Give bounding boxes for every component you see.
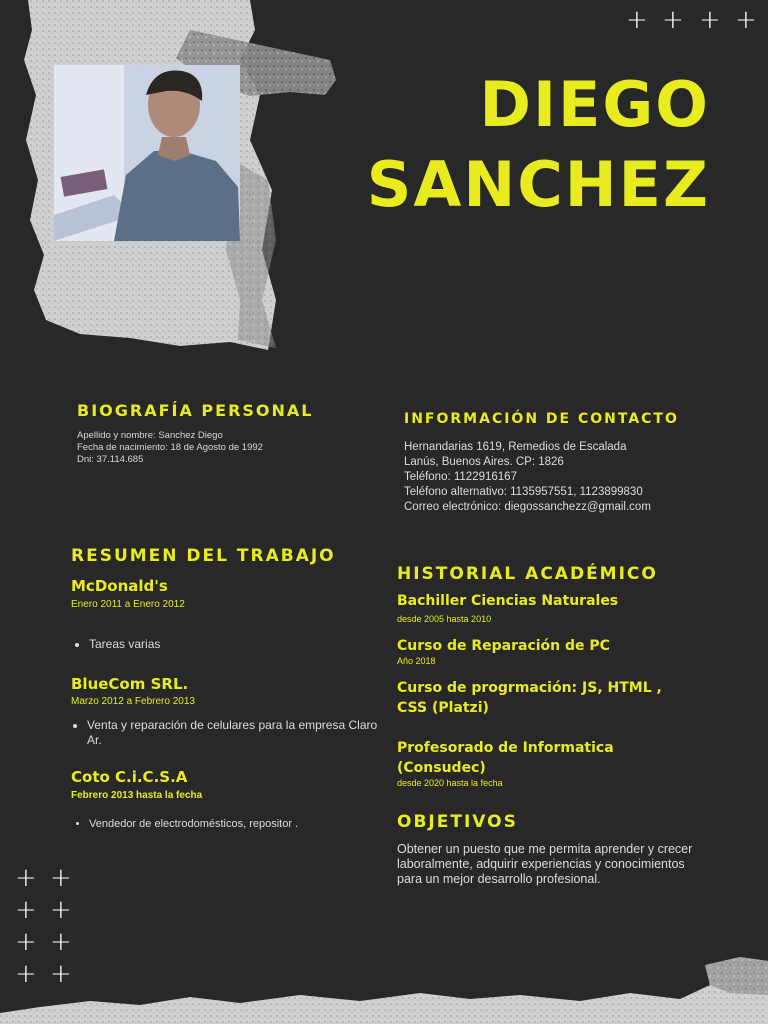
torn-paper-bottom-decoration	[0, 955, 768, 1024]
last-name: SANCHEZ	[366, 148, 710, 221]
academic-title: Curso de progrmación: JS, HTML , CSS (Platzi)	[397, 680, 662, 716]
academic-dates: Año 2018	[397, 656, 436, 666]
plus-icon: +	[50, 895, 72, 925]
biografia-dni-line: Dni: 37.114.685	[77, 454, 144, 465]
job-title: BlueCom SRL.	[71, 675, 189, 693]
academic-title: Profesorado de Informatica (Consudec)	[397, 740, 614, 776]
plus-icon: +	[699, 5, 721, 35]
plus-icon: +	[15, 927, 37, 957]
academic-title: Bachiller Ciencias Naturales	[397, 593, 619, 609]
biografia-birth-line: Fecha de nacimiento: 18 de Agosto de 1992	[77, 442, 263, 453]
job-tasks	[69, 718, 379, 748]
job-title: Coto C.i.C.S.A	[71, 768, 188, 786]
objetivos-text: Obtener un puesto que me permita aprender y crecer laboralmente, adquirir experiencias y conocimientos para un mejor desarrollo profesional.	[397, 842, 693, 886]
contacto-email-line: Correo electrónico: diegossanchezz@gmail.com	[404, 501, 651, 513]
biografia-title: BIOGRAFÍA PERSONAL	[77, 401, 314, 420]
job-title: McDonald's	[71, 577, 168, 595]
job-task-item: • Vendedor de electrodomésticos, repositor .	[89, 817, 381, 832]
academic-title: Curso de Reparación de PC	[397, 638, 610, 654]
trabajo-title: RESUMEN DEL TRABAJO	[71, 546, 336, 566]
profile-photo	[54, 65, 240, 241]
plus-icon: +	[15, 863, 37, 893]
plus-icon: +	[50, 959, 72, 989]
contacto-alt-phone-line: Teléfono alternativo: 1135957551, 1123899830	[404, 486, 643, 498]
biografia-details	[77, 430, 367, 466]
contacto-address-line: Hernandarias 1619, Remedios de Escalada	[404, 441, 627, 453]
first-name: DIEGO	[479, 68, 710, 141]
plus-icon: +	[662, 5, 684, 35]
plus-icon: +	[50, 863, 72, 893]
objetivos-title: OBJETIVOS	[397, 812, 518, 832]
academic-dates: desde 2020 hasta la fecha	[397, 778, 503, 788]
biografia-name-line: Apellido y nombre: Sanchez Diego	[77, 430, 223, 441]
job-dates: Febrero 2013 hasta la fecha	[71, 790, 203, 801]
plus-icon: +	[15, 895, 37, 925]
plus-icon: +	[50, 927, 72, 957]
job-dates: Marzo 2012 a Febrero 2013	[71, 696, 195, 707]
plus-icon: +	[15, 959, 37, 989]
contacto-city-line: Lanús, Buenos Aires. CP: 1826	[404, 456, 564, 468]
job-dates: Enero 2011 a Enero 2012	[71, 599, 185, 610]
contacto-title: INFORMACIÓN DE CONTACTO	[404, 411, 679, 427]
academic-dates: desde 2005 hasta 2010	[397, 614, 492, 624]
job-task-item: • Tareas varias	[89, 637, 381, 652]
plus-icon: +	[626, 5, 648, 35]
plus-icon: +	[735, 5, 757, 35]
job-tasks	[71, 817, 381, 832]
contacto-phone-line: Teléfono: 1122916167	[404, 471, 517, 483]
job-tasks	[71, 637, 381, 652]
academico-title: HISTORIAL ACADÉMICO	[397, 564, 658, 584]
contacto-details	[404, 440, 724, 515]
job-task-item: • Venta y reparación de celulares para la empresa Claro Ar.	[87, 718, 379, 748]
